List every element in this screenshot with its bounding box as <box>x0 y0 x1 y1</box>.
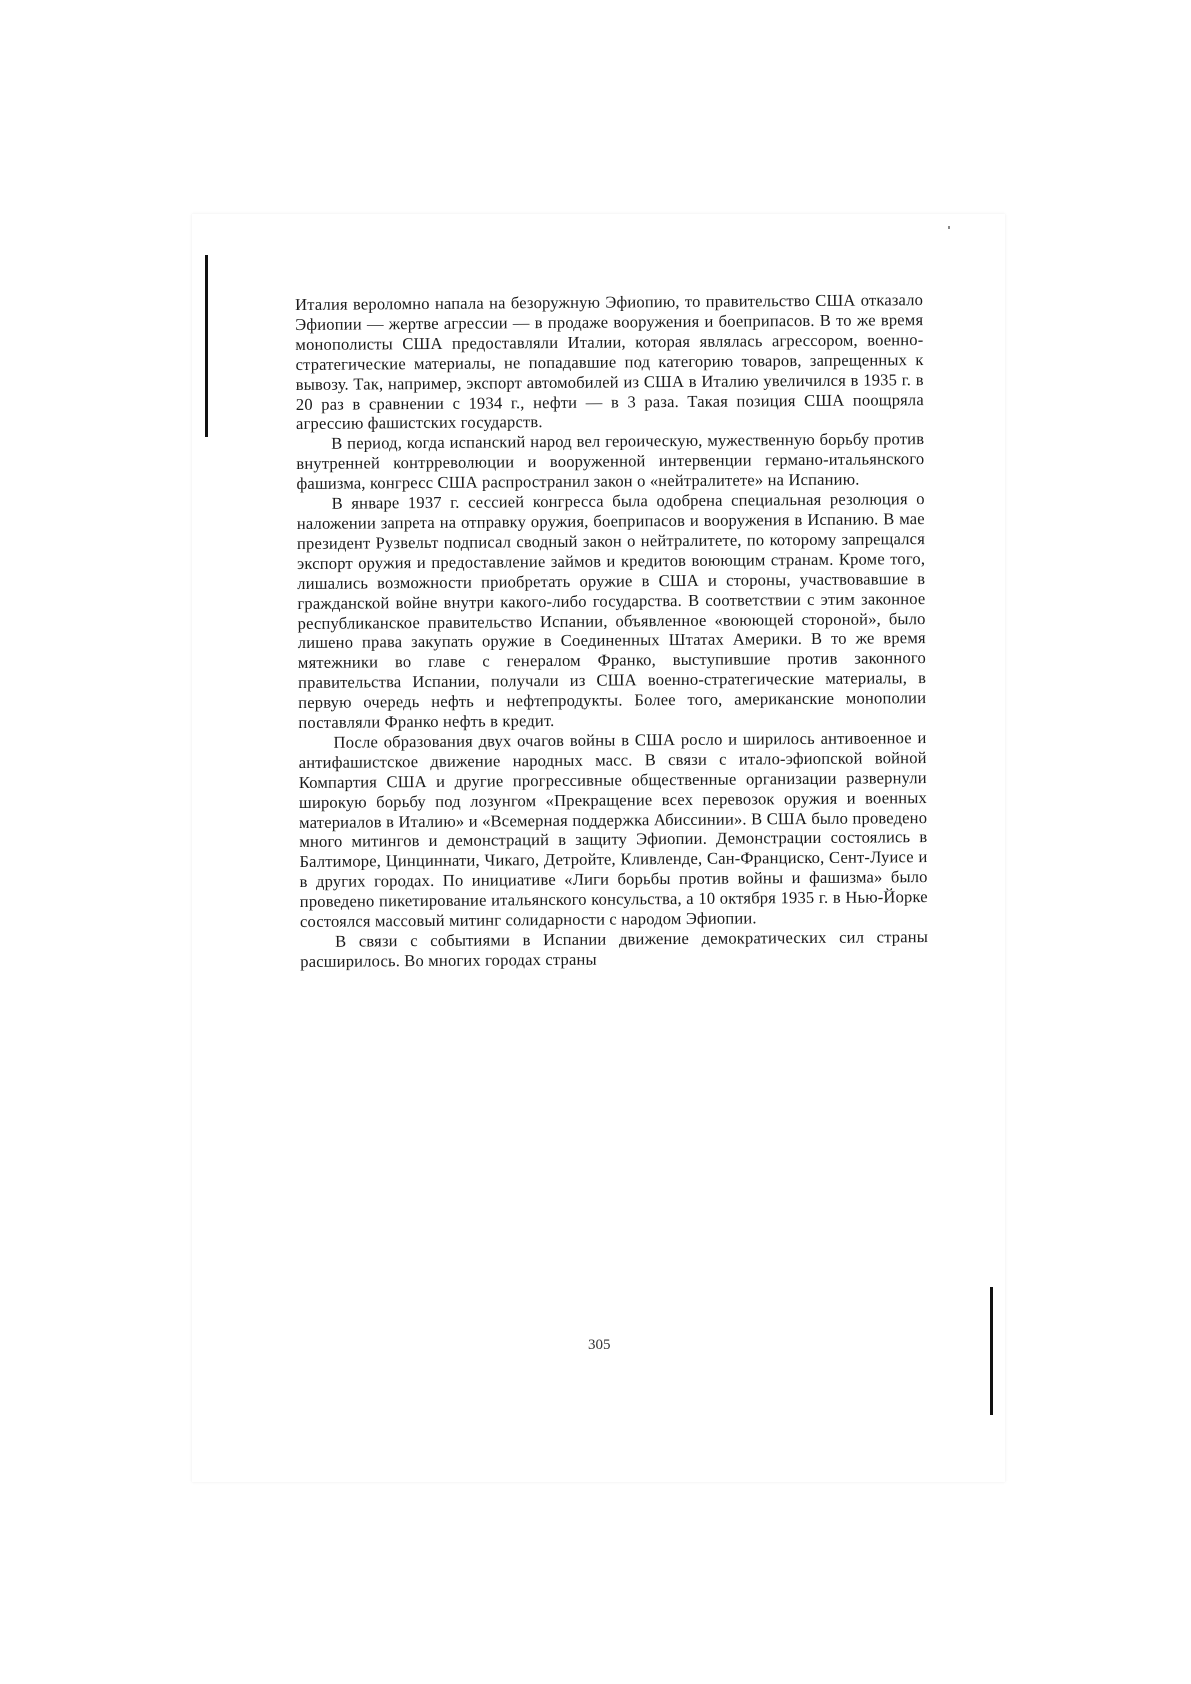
left-margin-mark <box>205 255 208 437</box>
page-number: 305 <box>588 1337 611 1353</box>
paragraph-5: В связи с событиями в Испании движение демократических сил страны расширилось. Во многих городах страны <box>300 927 929 971</box>
paragraph-3: В январе 1937 г. сессией конгресса была одобрена специальная резолюция о наложении запрета на отправку оружия, боеприпасов и вооружения в Испанию. В мае президент Рузвельт подписал сводный закон о нейтралитете, по которому запрещался экспорт оружия и предоставление займов и кредитов воюющим странам. Кроме того, лишались возможности приобретать оружие в США и стороны, участвовавшие в гражданской войне внутри какого-либо государства. В соответствии с этим законное республиканское правительство Испании, объявленное «воюющей стороной», было лишено права закупать оружие в Соединенных Штатах Америки. В то же время мятежники во главе с генералом Франко, выступившие против законного правительства Испании, получали из США военно-стратегические материалы, в первую очередь нефть и нефтепродукты. Более того, американские монополии поставляли Франко нефть в кредит. <box>296 489 927 733</box>
scan-speck <box>948 226 950 229</box>
right-margin-mark <box>990 1287 993 1415</box>
paragraph-1: Италия вероломно напала на безоружную Эфиопию, то правительство США отказало Эфиопии — жертве агрессии — в продаже вооружения и боеприпасов. В то же время монополисты США предоставляли Италии, которая являлась агрессором, военно-стратегические материалы, не попадавшие под категорию товаров, запрещенных к вывозу. Так, например, экспорт автомобилей из США в Италию увеличился в 1935 г. в 20 раз в сравнении с 1934 г., нефти — в 3 раза. Такая позиция США поощряла агрессию фашистских государств. <box>295 290 924 434</box>
paragraph-2: В период, когда испанский народ вел героическую, мужественную борьбу против внутренней контрреволюции и вооруженной интервенции германо-итальянского фашизма, конгресс США распространил закон о «нейтралитете» на Испанию. <box>296 429 925 494</box>
paragraph-4: После образования двух очагов войны в США росло и ширилось антивоенное и антифашистское движение народных масс. В связи с итало-эфиопской войной Компартия США и другие прогрессивные общественные организации развернули широкую борьбу под лозунгом «Прекращение всех перевозок оружия и военных материалов в Италию» и «Всемерная поддержка Абиссинии». В США было проведено много митингов и демонстраций в защиту Эфиопии. Демонстрации состоялись в Балтиморе, Цинциннати, Чикаго, Детройте, Кливленде, Сан-Франциско, Сент-Луисе и в других городах. По инициативе «Лиги борьбы против войны и фашизма» было проведено пикетирование итальянского консульства, а 10 октября 1935 г. в Нью-Йорке состоялся массовый митинг солидарности с народом Эфиопии. <box>298 727 928 932</box>
body-text <box>295 290 928 972</box>
